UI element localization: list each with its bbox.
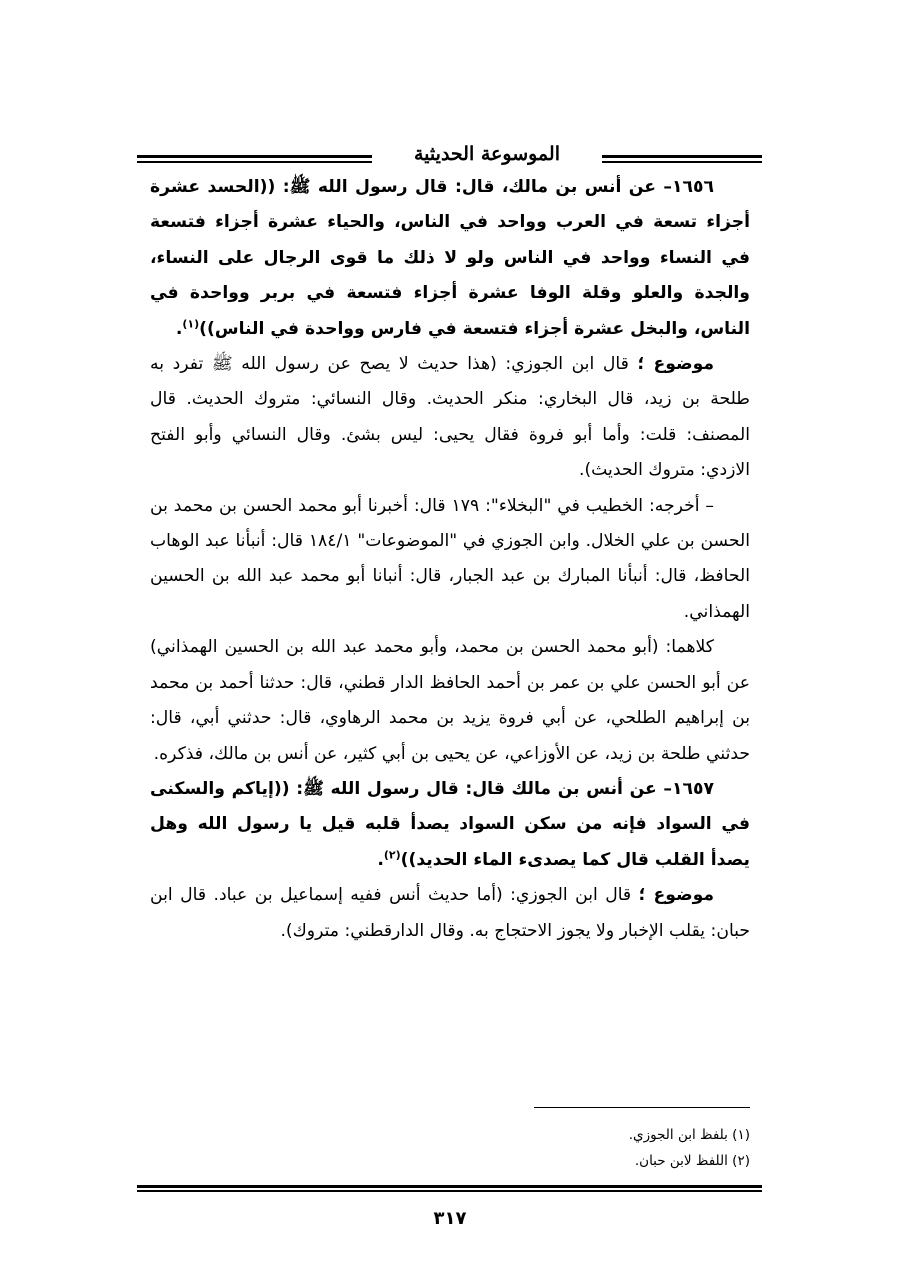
page-number: ٣١٧ [433, 1208, 467, 1229]
footnote-ref-2: (٢) [383, 847, 401, 861]
header-rule-right [602, 155, 762, 163]
main-text [150, 170, 750, 949]
footnotes [150, 1122, 750, 1174]
footnote-ref-1: (١) [182, 316, 200, 330]
hadith-1656: ١٦٥٦– عن أنس بن مالك، قال: قال رسول الله ﷺ: ((الحسد عشرة أجزاء تسعة في العرب وواحد في الناس، والحياء عشرة أجزاء فتسعة في النساء وواحد في الناس ولو لا ذلك ما قوى الرجال على النساء، والجدة والعلو وقلة الوفا عشرة أجزاء فتسعة في بربر وواحدة في الناس، والبخل عشرة أجزاء فتسعة في فارس وواحدة في الناس))$^{(١)}$. [150, 177, 750, 339]
header-title: الموسوعة الحديثية [414, 143, 560, 165]
takhrij-1656: – أخرجه: الخطيب في "البخلاء": ١٧٩ قال: أخبرنا أبو محمد الحسن بن محمد بن الحسن بن علي الخلال. وابن الجوزي في "الموضوعات" ١٨٤/١ قال: أنبأنا عبد الوهاب الحافظ، قال: أنبأنا المبارك بن عبد الجبار، قال: أنبانا أبو محمد عبد الله بن الحسين الهمذاني. [150, 495, 750, 622]
footnote-2: (٢) اللفظ لابن حبان. [634, 1153, 750, 1169]
footnote-separator [534, 1107, 750, 1108]
header-rule-left [137, 155, 372, 163]
footer-rule [137, 1185, 762, 1192]
ruling-label: موضوع ؛ [638, 885, 714, 906]
commentary-1656: موضوع ؛ قال ابن الجوزي: (هذا حديث لا يصح عن رسول الله ﷺ تفرد به طلحة بن زيد، قال البخاري: منكر الحديث. وقال النسائي: متروك الحديث. قال المصنف: قلت: وأما أبو فروة فقال يحيى: ليس بشئ. وقال النسائي وأبو الفتح الازدي: متروك الحديث). [150, 354, 750, 481]
isnad-1656: كلاهما: (أبو محمد الحسن بن محمد، وأبو محمد عبد الله بن الحسين الهمذاني) عن أبو الحسن علي بن عمر بن أحمد الحافظ الدار قطني، قال: حدثنا أحمد بن محمد بن إبراهيم الطلحي، عن أبي فروة يزيد بن محمد الرهاوي، قال: حدثني أبي، قال: حدثني طلحة بن زيد، عن الأوزاعي، عن يحيى بن أبي كثير، عن أنس بن مالك، فذكره. [150, 637, 750, 764]
ruling-label: موضوع ؛ [637, 354, 715, 375]
commentary-1657: موضوع ؛ قال ابن الجوزي: (أما حديث أنس ففيه إسماعيل بن عباد. قال ابن حبان: يقلب الإخبار ولا يجوز الاحتجاج به. وقال الدارقطني: متروك). [150, 885, 750, 941]
hadith-1657: ١٦٥٧– عن أنس بن مالك قال: قال رسول الله ﷺ: ((إياكم والسكنى في السواد فإنه من سكن السواد يصدأ قلبه قيل يا رسول الله وهل يصدأ القلب قال كما يصدىء الماء الحديد))$^{(٢)}$. [150, 778, 750, 870]
footnote-1: (١) بلفظ ابن الجوزي. [628, 1127, 750, 1143]
